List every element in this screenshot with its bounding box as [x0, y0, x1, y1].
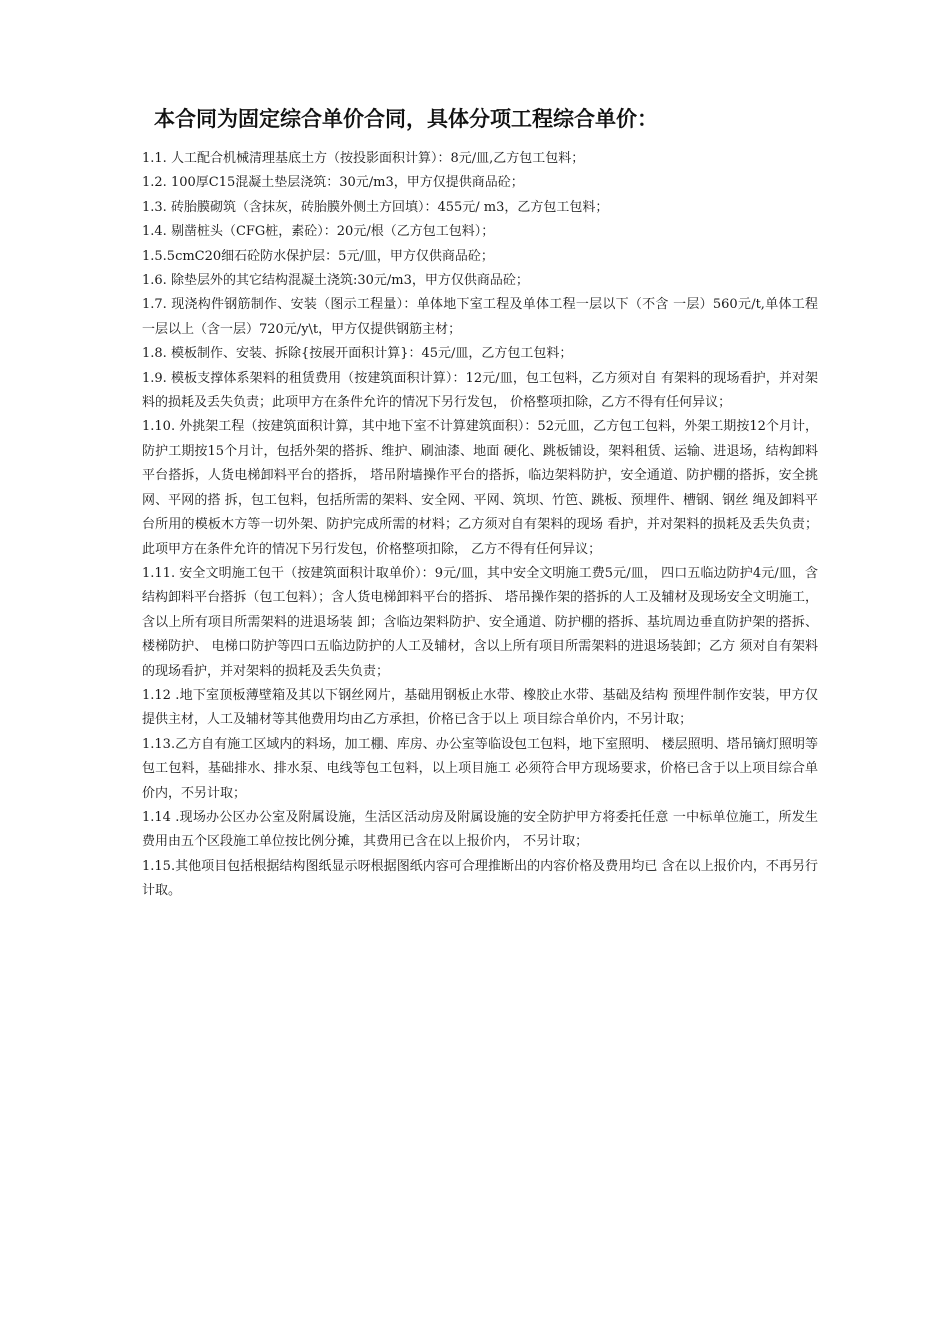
- page-title: 本合同为固定综合单价合同，具体分项工程综合单价：: [154, 107, 658, 131]
- clause-1-11: 1.11. 安全文明施工包干（按建筑面积计取单价）：9元/皿，其中安全文明施工费5元/皿， 四口五临边防护4元/皿，含结构卸料平台搭拆（包工包料）；含人货电梯卸料平台的搭拆、 塔吊操作架的搭拆的人工及辅材及现场安全文明施工，含以上所有项目所需架料的进退场装 卸；含临边架料防护、安全通道、防护棚的搭拆、基坑周边垂直防护架的搭拆、楼梯防护、 电梯口防护等四口五临边防护的人工及辅材，含以上所有项目所需架料的进退场装卸；乙方 须对自有架料的现场看护，并对架料的损耗及丢失负责；: [142, 565, 818, 679]
- clause-1-1: 1.1. 人工配合机械清理基底土方（按投影面积计算）：8元/皿,乙方包工包料；: [142, 151, 585, 166]
- clause-1-10: 1.10. 外挑架工程（按建筑面积计算，其中地下室不计算建筑面积）：52元皿，乙方包工包料，外架工期按12个月计，防护工期按15个月计，包括外架的搭拆、维护、刷油漆、地面 硬化、跳板铺设，架料租赁、运输、进退场，结构卸料平台搭拆，人货电梯卸料平台的搭拆， 塔吊附墙操作平台的搭拆，临边架料防护，安全通道、防护棚的搭拆，安全挑网、平网的搭 拆，包工包料，包括所需的架料、安全网、平网、筑坝、竹笆、跳板、预埋件、槽钢、钢丝 绳及卸料平台所用的模板木方等一切外架、防护完成所需的材料；乙方须对自有架料的现场 看护，并对架料的损耗及丢失负责；此项甲方在条件允许的情况下另行发包，价格整项扣除， 乙方不得有任何异议；: [142, 419, 818, 557]
- clause-1-4: 1.4. 剔凿桩头（CFG桩，素砼）：20元/根（乙方包工包料）；: [142, 224, 495, 240]
- clause-1-14: 1.14 .现场办公区办公室及附属设施，生活区活动房及附属设施的安全防护甲方将委托任意 一中标单位施工，所发生费用由五个区段施工单位按比例分摊，其费用已含在以上报价内， 不另计取；: [142, 809, 818, 850]
- clause-1-9: 1.9. 模板支撑体系架料的租赁费用（按建筑面积计算）：12元/皿，包工包料，乙方须对自 有架料的现场看护，并对架料的损耗及丢失负责；此项甲方在条件允许的情况下另行发包， 价格整项扣除，乙方不得有任何异议；: [142, 370, 818, 411]
- clause-1-12: 1.12 .地下室顶板薄壁箱及其以下钢丝网片，基础用钢板止水带、橡胶止水带、基础及结构 预埋件制作安装，甲方仅提供主材，人工及辅材等其他费用均由乙方承担，价格已含于以上 项目综合单价内，不另计取；: [142, 687, 818, 728]
- clause-1-15: 1.15.其他项目包括根据结构图纸显示呀根据图纸内容可合理推断出的内容价格及费用均已 含在以上报价内，不再另行计取。: [142, 858, 818, 899]
- clause-1-8: 1.8. 模板制作、安装、拆除{按展开面积计算}：45元/皿，乙方包工包料；: [142, 346, 573, 362]
- clause-1-2: 1.2. 100厚C15混凝土垫层浇筑：30元/m3，甲方仅提供商品砼；: [142, 175, 524, 191]
- clause-list: [142, 147, 818, 904]
- clause-1-13: 1.13.乙方自有施工区域内的料场，加工棚、库房、办公室等临设包工包料，地下室照明、 楼层照明、塔吊镝灯照明等包工包料，基础排水、排水泵、电线等包工包料，以上项目施工 必须符合甲方现场要求，价格已含于以上项目综合单价内，不另计取；: [142, 736, 818, 801]
- clause-1-7: 1.7. 现浇构件钢筋制作、安装（图示工程量）：单体地下室工程及单体工程一层以下（不含 一层）560元/t,单体工程一层以上（含一层）720元/y\t，甲方仅提供钢筋主材；: [142, 297, 818, 337]
- clause-1-3: 1.3. 砖胎膜砌筑（含抹灰，砖胎膜外侧土方回填）：455元/ m3，乙方包工包料；: [142, 199, 609, 215]
- clause-1-6: 1.6. 除垫层外的其它结构混凝土浇筑:30元/m3，甲方仅供商品砼；: [142, 273, 529, 289]
- clause-1-5: 1.5.5cmC20细石砼防水保护层：5元/皿，甲方仅供商品砼；: [142, 248, 494, 264]
